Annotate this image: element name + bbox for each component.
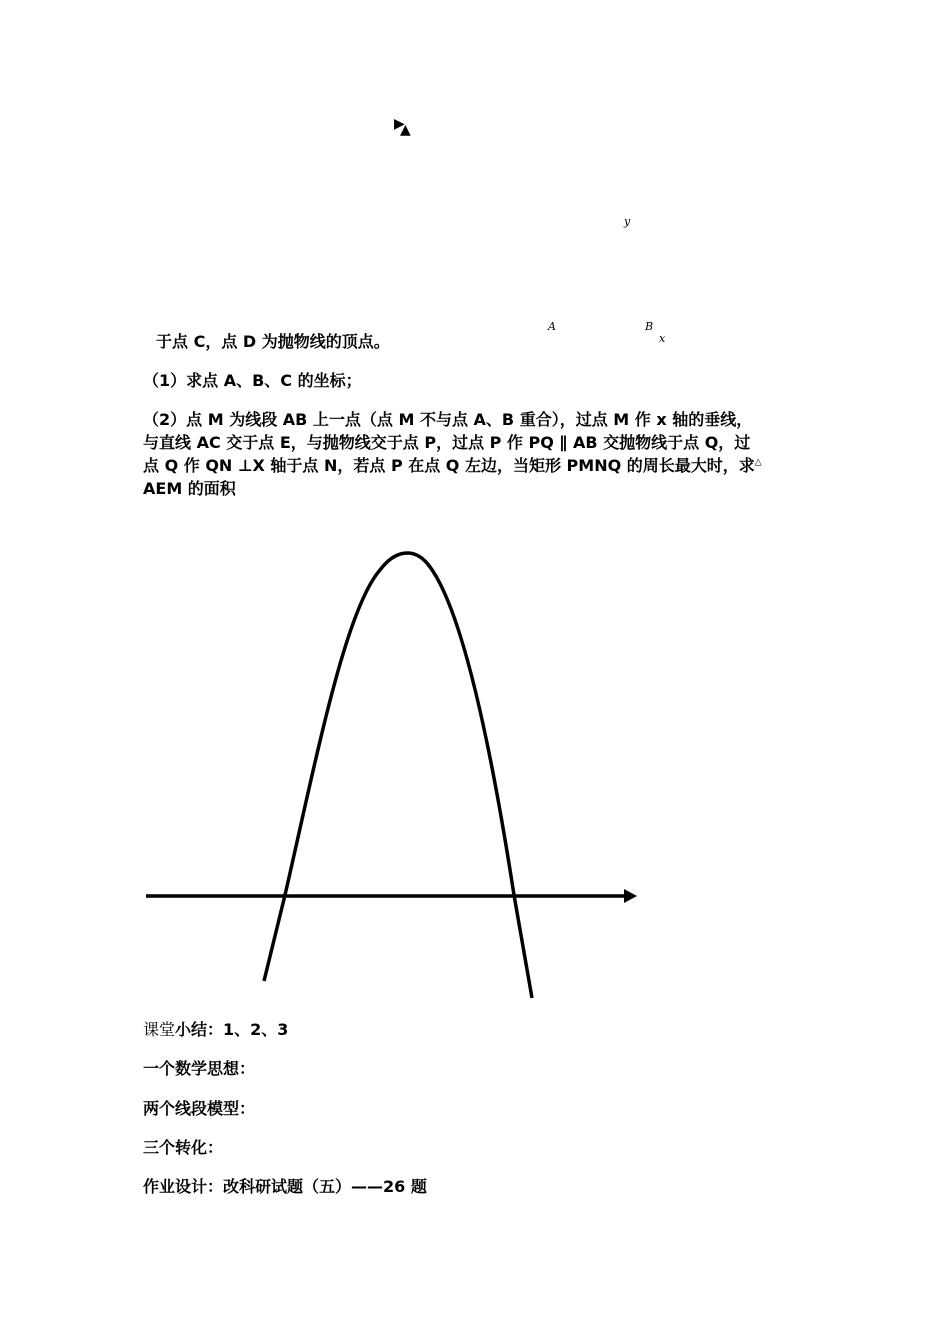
summary-item-segment-models: 两个线段模型： [143, 1099, 256, 1118]
question-2-line-1: （2）点 M 为线段 AB 上一点（点 M 不与点 A、B 重合），过点 M 作 x 轴的垂线， [143, 410, 753, 429]
x-axis-arrowhead [624, 889, 637, 903]
question-2-line-2: 与直线 AC 交于点 E，与抛物线交于点 P，过点 P 作 PQ ∥ AB 交抛物线于点 Q，过 [143, 433, 751, 452]
arrow-marker-icon: ▶ [394, 116, 405, 132]
question-2-line-4: AEM 的面积 [143, 479, 236, 498]
summary-title [143, 1017, 288, 1040]
homework-line: 作业设计：改科研试题（五）——26 题 [143, 1177, 427, 1196]
problem-line-0: 于点 C，点 D 为抛物线的顶点。 [156, 332, 390, 351]
question-1: （1）求点 A、B、C 的坐标； [143, 371, 362, 390]
summary-title-prefix: 课堂 [143, 1020, 176, 1039]
summary-item-transformations: 三个转化： [143, 1138, 224, 1157]
axis-label-x: x [659, 332, 666, 345]
point-label-a: A [548, 320, 556, 333]
axis-label-y: y [624, 215, 631, 228]
triangle-symbol: △ [754, 457, 762, 468]
summary-item-math-idea: 一个数学思想： [143, 1059, 256, 1078]
triangle-marker-icon: ▲ [400, 122, 411, 138]
parabola-curve [264, 553, 532, 998]
summary-title-rest: 小结：1、2、3 [175, 1020, 289, 1039]
question-2-line-3-text: 点 Q 作 QN ⊥X 轴于点 N，若点 P 在点 Q 左边，当矩形 PMNQ 的周长最大时，求 [143, 456, 755, 475]
point-label-b: B [645, 320, 654, 333]
